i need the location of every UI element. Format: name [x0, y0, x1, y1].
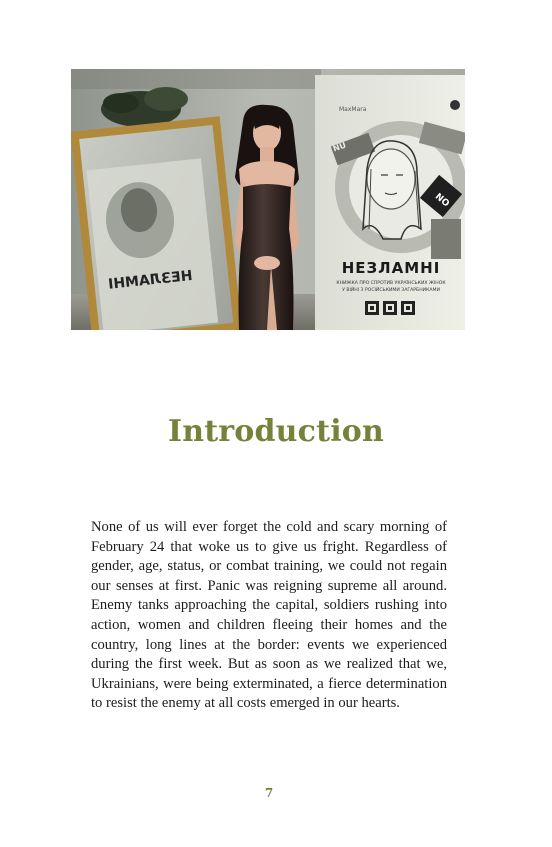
banner-logo: MaxMara — [339, 106, 367, 113]
banner-sticker-text: NO — [432, 191, 451, 210]
banner-sticker-nu: NU — [331, 140, 348, 154]
banner-title: НЕЗЛАМНІ — [341, 259, 441, 277]
event-photo — [71, 69, 465, 330]
event-photo-illustration — [71, 69, 465, 330]
page-number: 7 — [264, 786, 274, 800]
mirror — [71, 116, 242, 330]
hands — [254, 256, 280, 270]
woman-figure — [235, 105, 299, 330]
banner-subtitle-1: КНИЖКА ПРО СПРОТИВ УКРАЇНСЬКИХ ЖІНОК — [336, 281, 446, 286]
banner-qr-codes — [365, 301, 415, 315]
banner-dot-icon — [450, 100, 460, 110]
page-title: Introduction — [167, 414, 385, 449]
intro-paragraph: None of us will ever forget the cold and scary morning of February 24 that woke us to give us fright. Regardless of gender, age, status, or combat training, we could not regain our senses at first. Panic was reigning supreme all around. Enemy tanks approaching the capital, soldiers rushing into action, women and children fleeing their homes and the country, long lines at the border: events we experienced during the first week. But as soon as we realized that we, Ukrainians, were being exterminated, a fierce determination to resist the enemy at all costs emerged in our hearts. — [91, 519, 447, 712]
mirror-reflection-text: НЕЗЛАМНІ — [107, 267, 194, 293]
banner-portrait-face — [367, 149, 415, 209]
roll-up-banner — [315, 75, 465, 330]
banner-subtitle-2: У ВІЙНІ З РОСІЙСЬКИМИ ЗАГАРБНИКАМИ — [342, 288, 440, 293]
